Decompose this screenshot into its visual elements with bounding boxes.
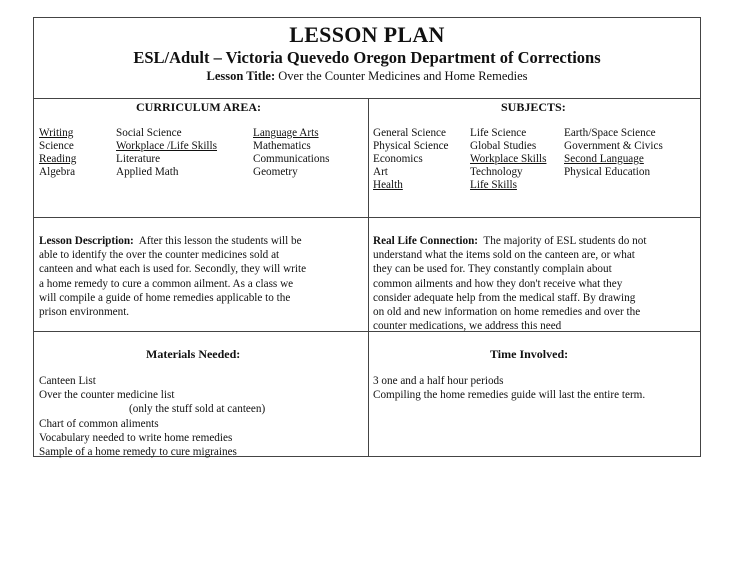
real-life-label: Real Life Connection: xyxy=(373,235,479,247)
real-life-line: counter medications, we address this need xyxy=(373,320,562,333)
subjects-column-1 xyxy=(373,127,449,192)
curriculum-item: Writing xyxy=(39,127,74,139)
materials-item: Canteen List xyxy=(39,375,96,387)
subjects-column-2 xyxy=(470,127,546,192)
materials-item: (only the stuff sold at canteen) xyxy=(129,403,266,416)
lesson-description-text: After this lesson the students will be xyxy=(133,235,302,247)
curriculum-column-3 xyxy=(253,127,329,179)
lesson-description-line: will compile a guide of home remedies applicable to the xyxy=(39,291,291,304)
materials-heading: Materials Needed: xyxy=(146,347,241,361)
curriculum-item: Communications xyxy=(253,153,330,165)
lesson-description-line: a home remedy to cure a common ailment. As a class we xyxy=(39,277,294,290)
materials-list xyxy=(39,374,265,459)
lesson-description xyxy=(39,234,306,319)
subject-item: Physical Science xyxy=(373,140,449,152)
subject-item: Second Language xyxy=(564,153,644,165)
page-title: LESSON PLAN xyxy=(289,22,445,47)
real-life-line: they can be used for. They constantly complain about xyxy=(373,263,612,276)
subject-item: Life Skills xyxy=(470,179,517,191)
curriculum-item: Science xyxy=(39,140,74,152)
curriculum-item: Mathematics xyxy=(253,140,311,152)
lesson-description-line: prison environment. xyxy=(39,306,130,319)
curriculum-column-1 xyxy=(39,127,76,179)
subject-item: Life Science xyxy=(470,127,527,139)
real-life-text: The majority of ESL students do not xyxy=(478,235,647,247)
lesson-description-label: Lesson Description: xyxy=(39,235,134,247)
divider-row-1 xyxy=(34,217,700,218)
real-life-connection xyxy=(373,234,646,333)
subjects-heading: SUBJECTS: xyxy=(501,100,566,114)
lesson-plan-sheet xyxy=(33,17,701,457)
time-heading: Time Involved: xyxy=(490,347,569,361)
subject-item: General Science xyxy=(373,127,446,139)
real-life-line xyxy=(373,234,646,248)
subject-item: Earth/Space Science xyxy=(564,127,656,139)
curriculum-item: Applied Math xyxy=(116,166,179,178)
lesson-plan-header xyxy=(34,18,700,98)
real-life-line: on old and new information on home remedies and over the xyxy=(373,306,641,319)
curriculum-column-2 xyxy=(116,127,217,179)
curriculum-item: Language Arts xyxy=(253,127,319,139)
materials-item: Sample of a home remedy to cure migraines xyxy=(39,446,237,459)
materials-item: Vocabulary needed to write home remedies xyxy=(39,431,233,444)
subject-item: Global Studies xyxy=(470,140,537,152)
subject-item: Art xyxy=(373,166,388,178)
subject-item: Technology xyxy=(470,166,523,178)
curriculum-heading: CURRICULUM AREA: xyxy=(136,100,261,114)
subject-item: Government & Civics xyxy=(564,140,663,152)
subjects-column-3 xyxy=(564,127,663,179)
divider-vertical xyxy=(368,98,369,456)
time-list xyxy=(373,374,645,402)
time-item: Compiling the home remedies guide will last the entire term. xyxy=(373,389,646,402)
curriculum-item: Social Science xyxy=(116,127,182,139)
real-life-line: common ailments and how they don't receive what they xyxy=(373,277,623,290)
subject-item: Physical Education xyxy=(564,166,651,178)
subject-item: Economics xyxy=(373,153,423,165)
materials-item: Chart of common aliments xyxy=(39,417,159,430)
materials-item: Over the counter medicine list xyxy=(39,389,175,402)
lesson-title-line xyxy=(34,69,700,84)
time-item: 3 one and a half hour periods xyxy=(373,375,504,387)
divider-header xyxy=(34,98,700,99)
page-subtitle: ESL/Adult – Victoria Quevedo Oregon Department of Corrections xyxy=(133,48,601,67)
lesson-description-line: canteen and what each is used for. Secondly, they will write xyxy=(39,263,307,276)
curriculum-item: Workplace /Life Skills xyxy=(116,140,218,152)
lesson-description-line xyxy=(39,234,306,248)
real-life-line: consider adequate help from the medical staff. By drawing xyxy=(373,291,636,304)
subject-item: Health xyxy=(373,179,403,191)
lesson-description-line: able to identify the over the counter medicines sold at xyxy=(39,249,280,262)
curriculum-item: Literature xyxy=(116,153,161,165)
real-life-line: understand what the items sold on the canteen are, or what xyxy=(373,249,635,262)
subject-item: Workplace Skills xyxy=(470,153,547,165)
lesson-title-value: Over the Counter Medicines and Home Remedies xyxy=(278,69,528,83)
lesson-title-label: Lesson Title: xyxy=(206,69,276,83)
curriculum-item: Geometry xyxy=(253,166,298,178)
curriculum-item: Algebra xyxy=(39,166,76,178)
curriculum-item: Reading xyxy=(39,153,77,165)
